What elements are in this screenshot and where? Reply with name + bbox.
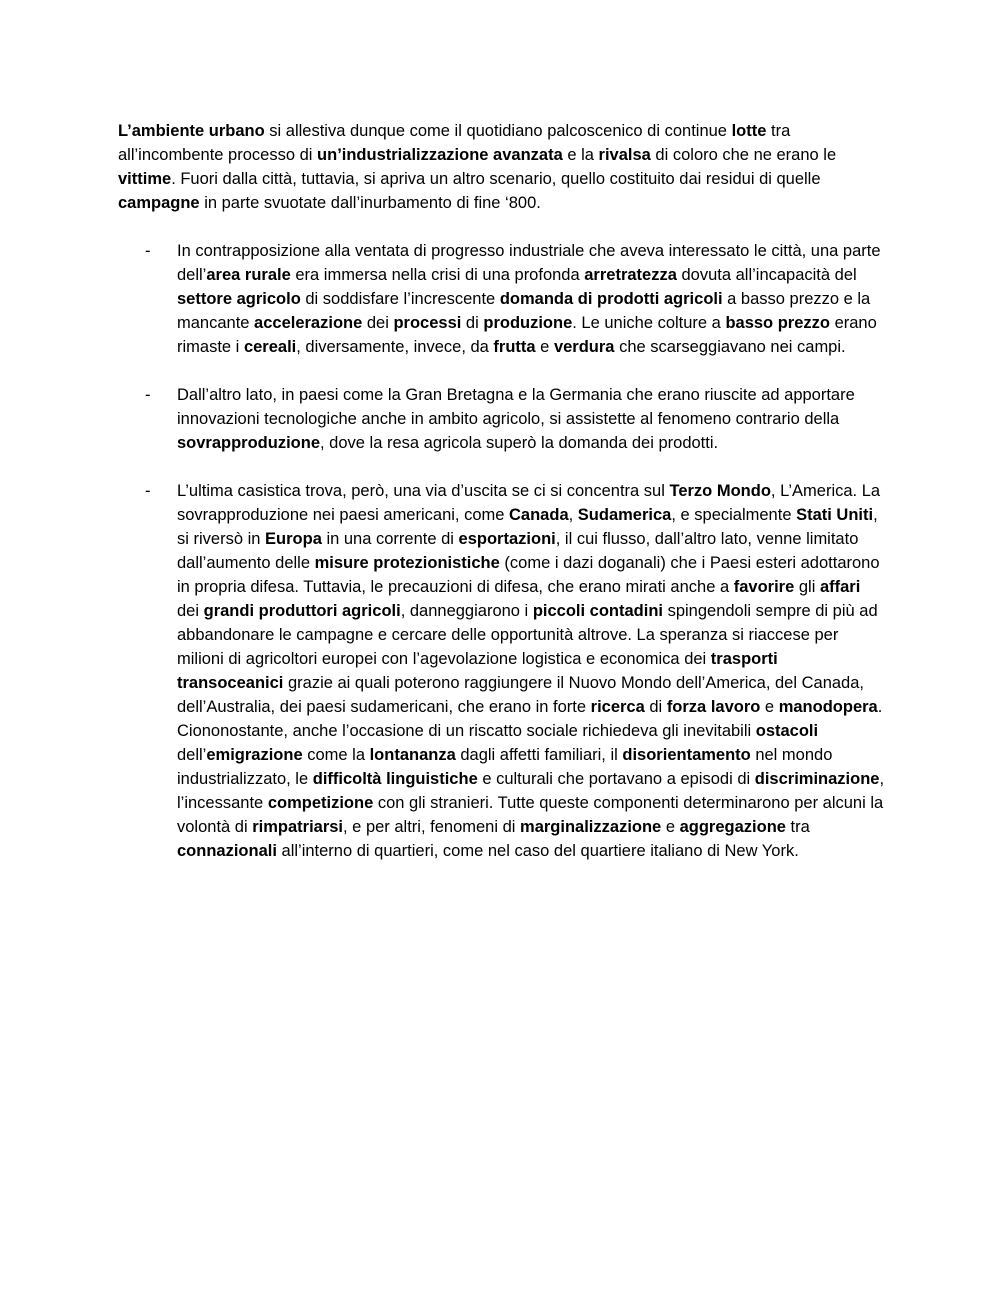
bold-term: disorientamento: [622, 746, 751, 764]
text-run: , e per altri, fenomeni di: [343, 818, 521, 836]
text-run: , L’America. La sovrapproduzione nei paesi americani, come: [177, 482, 881, 524]
text-run: e culturali che portavano a episodi di: [477, 770, 755, 788]
text-run: , l’incessante: [177, 770, 885, 812]
text-run: , dove la resa agricola superò la domanda dei prodotti.: [320, 434, 719, 452]
bold-term: connazionali: [177, 842, 277, 860]
text-run: erano rimaste i: [177, 314, 877, 356]
bold-term: marginalizzazione: [520, 818, 662, 836]
bold-term: un’industrializzazione avanzata: [317, 146, 563, 164]
dash-bullet-icon: -: [145, 386, 151, 404]
bold-term: difficoltà linguistiche: [312, 770, 478, 788]
bold-term: piccoli contadini: [532, 602, 663, 620]
list-item: [118, 479, 886, 863]
text-run: In contrapposizione alla ventata di progresso industriale che aveva interessato le città, una parte dell’: [177, 242, 881, 284]
text-run: e: [661, 818, 680, 836]
bold-term: cereali: [243, 338, 297, 356]
bold-term: affari: [819, 578, 861, 596]
text-run: di: [644, 698, 667, 716]
bullet-list: [118, 239, 886, 863]
text-run: (come i dazi doganali) che i Paesi esteri adottarono in propria difesa. Tuttavia, le precauzioni di difesa, che erano mirati anche a: [177, 554, 880, 596]
bold-term: aggregazione: [679, 818, 786, 836]
text-run: . Ciononostante, anche l’occasione di un riscatto sociale richiedeva gli inevitabili: [177, 698, 883, 740]
bold-term: lontananza: [369, 746, 456, 764]
text-run: nel mondo industrializzato, le: [177, 746, 833, 788]
text-run: dei: [362, 314, 394, 332]
bold-term: Canada: [509, 506, 569, 524]
bold-term: vittime: [118, 170, 172, 188]
bold-term: emigrazione: [206, 746, 303, 764]
bold-term: trasporti transoceanici: [177, 650, 778, 692]
bold-term: verdura: [553, 338, 615, 356]
text-run: dovuta all’incapacità del: [676, 266, 857, 284]
bold-term: produzione: [483, 314, 573, 332]
text-run: . Fuori dalla città, tuttavia, si apriva un altro scenario, quello costituito dai residui di quelle: [171, 170, 821, 188]
intro-paragraph: [118, 119, 886, 215]
text-run: , danneggiarono i: [400, 602, 533, 620]
text-run: di: [461, 314, 484, 332]
text-run: L’ultima casistica trova, però, una via d’uscita se ci si concentra sul: [177, 482, 670, 500]
text-run: in parte svuotate dall’inurbamento di fine ‘800.: [199, 194, 541, 212]
text-run: all’interno di quartieri, come nel caso del quartiere italiano di New York.: [276, 842, 799, 860]
text-run: grazie ai quali poterono raggiungere il Nuovo Mondo dell’America, del Canada, dell’Australia, dei paesi sudamericani, che erano in forte: [177, 674, 864, 716]
bold-term: ostacoli: [755, 722, 819, 740]
text-run: di soddisfare l’increscente: [300, 290, 500, 308]
bold-term: campagne: [118, 194, 200, 212]
bold-term: arretratezza: [584, 266, 677, 284]
text-run: , si riversò in: [177, 506, 878, 548]
list-item: [118, 239, 886, 359]
list-item-text: [177, 386, 855, 452]
bold-term: lotte: [731, 122, 767, 140]
text-run: gli: [794, 578, 820, 596]
bold-term: area rurale: [206, 266, 291, 284]
bold-term: esportazioni: [458, 530, 556, 548]
text-run: , e specialmente: [671, 506, 797, 524]
bold-term: grandi produttori agricoli: [203, 602, 401, 620]
text-run: a basso prezzo e la mancante: [177, 290, 871, 332]
text-run: di coloro che ne erano le: [650, 146, 837, 164]
text-run: ,: [568, 506, 578, 524]
bold-term: Europa: [265, 530, 322, 548]
text-run: dell’: [177, 746, 207, 764]
text-run: tra: [785, 818, 810, 836]
text-run: dagli affetti familiari, il: [455, 746, 623, 764]
document-body: [118, 119, 886, 887]
bold-term: frutta: [493, 338, 536, 356]
text-run: e: [535, 338, 554, 356]
bold-term: Stati Uniti: [796, 506, 874, 524]
list-item: [118, 383, 886, 455]
bold-term: basso prezzo: [725, 314, 830, 332]
text-run: e la: [562, 146, 599, 164]
bold-term: discriminazione: [754, 770, 880, 788]
text-run: in una corrente di: [321, 530, 459, 548]
list-item-text: [177, 242, 881, 356]
bold-term: settore agricolo: [177, 290, 301, 308]
bold-term: manodopera: [778, 698, 878, 716]
text-run: Dall’altro lato, in paesi come la Gran Bretagna e la Germania che erano riuscite ad apportare innovazioni tecnologiche anche in ambito agricolo, si assistette al fenomeno contrario della: [177, 386, 855, 428]
text-run: , il cui flusso, dall’altro lato, venne limitato dall’aumento delle: [177, 530, 859, 572]
bold-term: rimpatriarsi: [252, 818, 344, 836]
text-run: che scarseggiavano nei campi.: [614, 338, 846, 356]
bold-term: competizione: [267, 794, 374, 812]
bold-term: Sudamerica: [577, 506, 672, 524]
dash-bullet-icon: -: [145, 482, 151, 500]
bold-term: sovrapproduzione: [177, 434, 321, 452]
bold-term: rivalsa: [598, 146, 651, 164]
bold-term: misure protezionistiche: [314, 554, 500, 572]
text-run: dei: [177, 602, 204, 620]
dash-bullet-icon: -: [145, 242, 151, 260]
text-run: spingendoli sempre di più ad abbandonare le campagne e cercare delle opportunità altrove. La speranza si riaccese per milioni di agricoltori europei con l’agevolazione logistica e economica dei: [177, 602, 878, 668]
bold-term: L’ambiente urbano: [118, 122, 265, 140]
bold-term: accelerazione: [254, 314, 363, 332]
text-run: e: [760, 698, 779, 716]
bold-term: favorire: [733, 578, 795, 596]
bold-term: ricerca: [590, 698, 645, 716]
bold-term: Terzo Mondo: [669, 482, 771, 500]
text-run: si allestiva dunque come il quotidiano palcoscenico di continue: [264, 122, 732, 140]
text-run: come la: [302, 746, 370, 764]
text-run: tra all’incombente processo di: [118, 122, 791, 164]
text-run: era immersa nella crisi di una profonda: [290, 266, 585, 284]
bold-term: domanda di prodotti agricoli: [499, 290, 723, 308]
list-item-text: [177, 482, 884, 860]
bold-term: forza lavoro: [666, 698, 761, 716]
text-run: . Le uniche colture a: [572, 314, 726, 332]
text-run: , diversamente, invece, da: [296, 338, 494, 356]
bold-term: processi: [393, 314, 462, 332]
text-run: con gli stranieri. Tutte queste componenti determinarono per alcuni la volontà di: [177, 794, 884, 836]
